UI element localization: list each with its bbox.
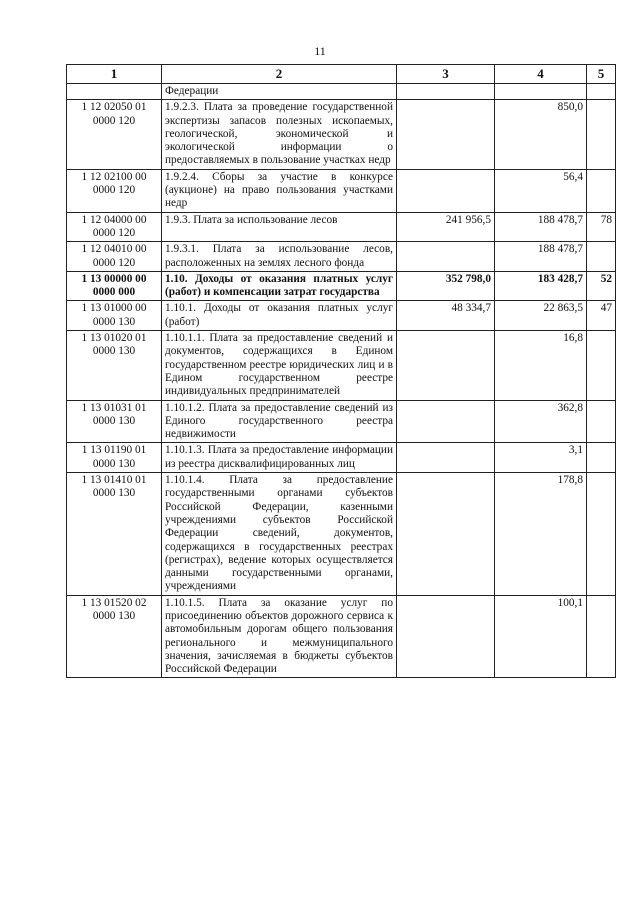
percent-col5-cell (587, 400, 616, 443)
header-col-1: 1 (67, 65, 162, 84)
budget-code-cell: 1 13 01000 00 0000 130 (67, 301, 162, 331)
description-cell: Федерации (162, 84, 397, 100)
value-col4-cell: 362,8 (495, 400, 587, 443)
budget-code-cell: 1 12 04010 00 0000 120 (67, 242, 162, 272)
table-row (67, 271, 616, 301)
table-row (67, 331, 616, 400)
percent-col5-cell (587, 443, 616, 473)
value-col4-cell: 188 478,7 (495, 212, 587, 242)
value-col3-cell: 241 956,5 (397, 212, 495, 242)
percent-col5-cell: 47 (587, 301, 616, 331)
budget-code-cell: 1 13 01190 01 0000 130 (67, 443, 162, 473)
value-col4-cell (495, 84, 587, 100)
value-col3-cell (397, 331, 495, 400)
value-col3-cell: 352 798,0 (397, 271, 495, 301)
page-number: 11 (314, 44, 326, 58)
value-col4-cell: 16,8 (495, 331, 587, 400)
budget-code-cell: 1 12 02100 00 0000 120 (67, 169, 162, 212)
value-col4-cell: 178,8 (495, 473, 587, 596)
value-col3-cell (397, 400, 495, 443)
header-col-4: 4 (495, 65, 587, 84)
description-cell: 1.10.1. Доходы от оказания платных услуг (работ) (162, 301, 397, 331)
value-col3-cell (397, 473, 495, 596)
value-col3-cell (397, 443, 495, 473)
value-col3-cell (397, 100, 495, 169)
percent-col5-cell (587, 242, 616, 272)
budget-code-cell: 1 12 02050 01 0000 120 (67, 100, 162, 169)
percent-col5-cell (587, 100, 616, 169)
description-cell: 1.9.3.1. Плата за использование лесов, расположенных на землях лесного фонда (162, 242, 397, 272)
value-col3-cell (397, 169, 495, 212)
percent-col5-cell: 78 (587, 212, 616, 242)
value-col4-cell: 188 478,7 (495, 242, 587, 272)
table-row (67, 301, 616, 331)
table-row (67, 443, 616, 473)
budget-code-cell (67, 84, 162, 100)
table-row (67, 595, 616, 678)
value-col4-cell: 56,4 (495, 169, 587, 212)
percent-col5-cell (587, 84, 616, 100)
description-cell: 1.9.3. Плата за использование лесов (162, 212, 397, 242)
percent-col5-cell: 52 (587, 271, 616, 301)
table-row (67, 400, 616, 443)
value-col4-cell: 850,0 (495, 100, 587, 169)
table-row (67, 242, 616, 272)
table-row (67, 84, 616, 100)
description-cell: 1.10.1.4. Плата за предоставление государственными органами субъектов Российской Федерации, казенными учреждениями субъектов Российской Федерации сведений, документов, содержащихся в государственных реестрах (регистрах), ведение которых осуществляется данными государственными органами, учреждениями (162, 473, 397, 596)
description-cell: 1.10.1.3. Плата за предоставление информации из реестра дисквалифицированных лиц (162, 443, 397, 473)
budget-code-cell: 1 13 01031 01 0000 130 (67, 400, 162, 443)
value-col3-cell (397, 84, 495, 100)
value-col4-cell: 100,1 (495, 595, 587, 678)
description-cell: 1.10.1.1. Плата за предоставление сведений и документов, содержащихся в Едином государственном реестре юридических лиц и в Едином государственном реестре индивидуальных предпринимателей (162, 331, 397, 400)
budget-code-cell: 1 13 01020 01 0000 130 (67, 331, 162, 400)
description-cell: 1.10.1.5. Плата за оказание услуг по присоединению объектов дорожного сервиса к автомобильным дорогам общего пользования регионального и межмуниципального значения, зачисляемая в бюджеты субъектов Российской Федерации (162, 595, 397, 678)
percent-col5-cell (587, 595, 616, 678)
budget-code-cell: 1 13 01520 02 0000 130 (67, 595, 162, 678)
budget-code-cell: 1 13 00000 00 0000 000 (67, 271, 162, 301)
description-cell: 1.9.2.3. Плата за проведение государственной экспертизы запасов полезных ископаемых, геологической, экономической и экологической информации о предоставляемых в пользование участках недр (162, 100, 397, 169)
budget-code-cell: 1 13 01410 01 0000 130 (67, 473, 162, 596)
budget-code-cell: 1 12 04000 00 0000 120 (67, 212, 162, 242)
budget-revenue-table (66, 64, 616, 678)
description-cell: 1.10.1.2. Плата за предоставление сведений из Единого государственного реестра недвижимости (162, 400, 397, 443)
percent-col5-cell (587, 473, 616, 596)
value-col4-cell: 183 428,7 (495, 271, 587, 301)
table-body (67, 84, 616, 678)
table-row (67, 100, 616, 169)
description-cell: 1.9.2.4. Сборы за участие в конкурсе (аукционе) на право пользования участками недр (162, 169, 397, 212)
header-col-2: 2 (162, 65, 397, 84)
value-col4-cell: 22 863,5 (495, 301, 587, 331)
description-cell: 1.10. Доходы от оказания платных услуг (работ) и компенсации затрат государства (162, 271, 397, 301)
value-col3-cell (397, 242, 495, 272)
value-col4-cell: 3,1 (495, 443, 587, 473)
header-col-3: 3 (397, 65, 495, 84)
header-row (67, 65, 616, 84)
value-col3-cell (397, 595, 495, 678)
percent-col5-cell (587, 331, 616, 400)
header-col-5: 5 (587, 65, 616, 84)
table-row (67, 169, 616, 212)
value-col3-cell: 48 334,7 (397, 301, 495, 331)
table-row (67, 212, 616, 242)
table-row (67, 473, 616, 596)
percent-col5-cell (587, 169, 616, 212)
